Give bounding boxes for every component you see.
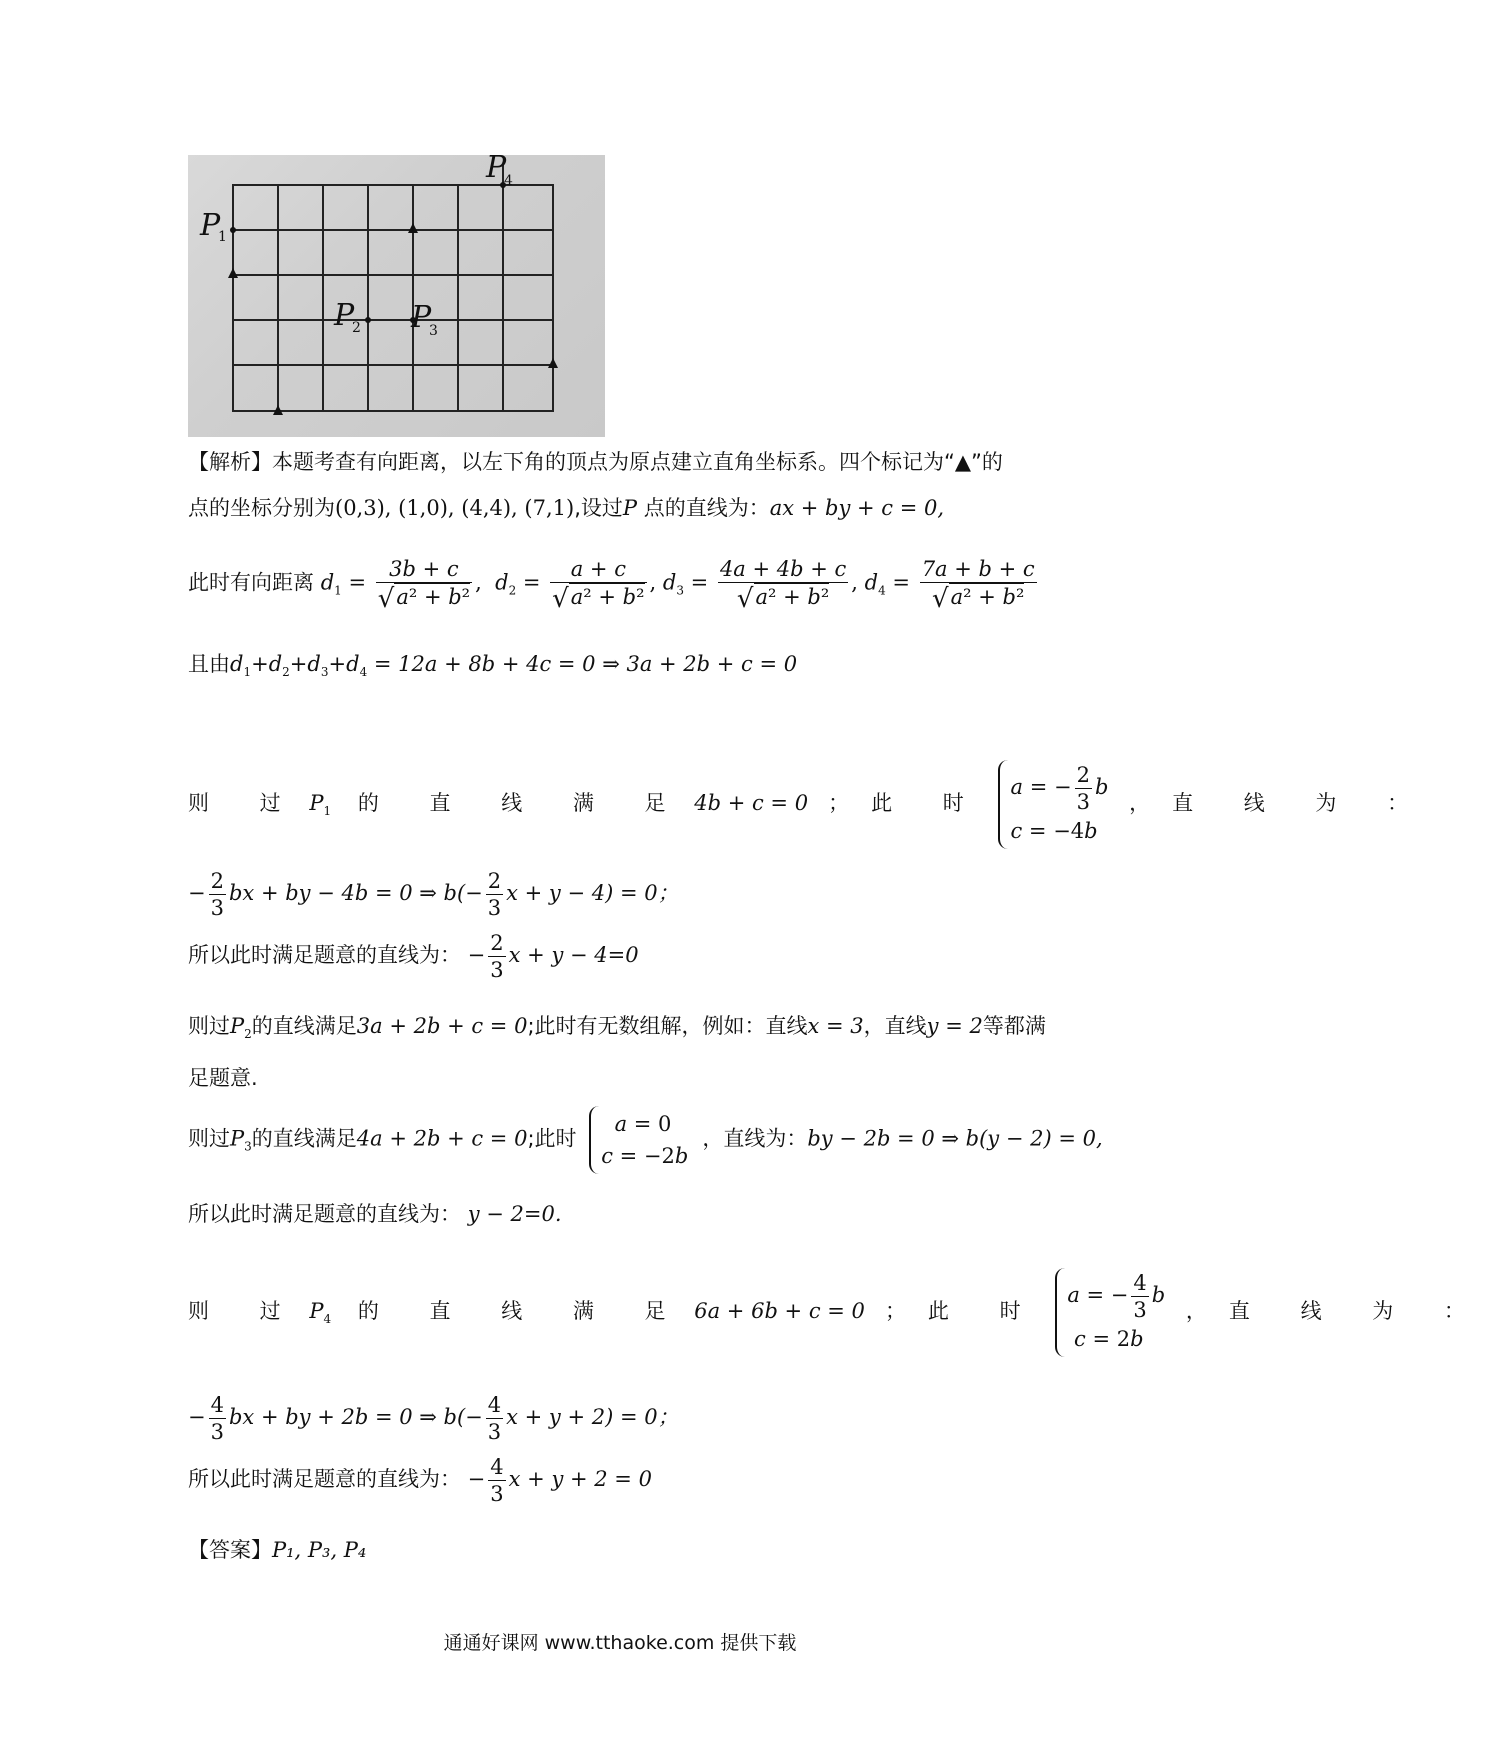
p1-result: 所以此时满足题意的直线为： − $\frac{2}{3}$ x + y − 4=0 <box>188 931 639 982</box>
label-p2: P <box>334 298 355 333</box>
fraction-d1: $\frac{3b + c}{\text{√a² + b²}}$ <box>377 557 471 614</box>
footer-credit: 通通好课网 www.tthaoke.com 提供下载 <box>443 1632 797 1654</box>
fraction-d2: $\frac{a + c}{\text{√a² + b²}}$ <box>552 557 645 614</box>
p1-line-equation: − $\frac{2}{3}$ bx + by − 4b = 0 ⇒ b(− $\frac{2}{3}$ x + y − 4) = 0； <box>188 869 679 920</box>
p1-condition: 则 过 $P_1$ 的 直 线 满 足 4b + c = 0 ；此 时 a = − $\frac{2}{3}$ b c = −4b ，直 线 为 ： <box>188 760 1430 849</box>
svg-text:3: 3 <box>429 323 438 339</box>
label-p1: P <box>200 208 221 243</box>
p3-condition: 则过$P_3$的直线满足4a + 2b + c = 0;此时 a = 0 c = −2b ，直线为：by − 2b = 0 ⇒ b(y − 2) = 0, <box>188 1106 1103 1174</box>
label-p4: P <box>486 150 507 185</box>
grid-figure <box>188 150 605 437</box>
sum-line: 且由$d_1+d_2+d_3+d_4 = 12a + 8b + 4c = 0$ ⇒ 3a + 2b + c = 0 <box>188 652 798 679</box>
label-p3: P <box>411 300 432 335</box>
grid-figure-photo <box>188 150 605 437</box>
p3-system: a = 0 c = −2b <box>589 1106 696 1174</box>
p1-system: a = − $\frac{2}{3}$ b c = −4b <box>998 760 1116 849</box>
svg-text:1: 1 <box>218 229 227 245</box>
answer-tag: 【答案】 <box>188 1538 272 1562</box>
svg-text:4: 4 <box>504 173 513 189</box>
p2-condition: 则过$P_2$的直线满足3a + 2b + c = 0;此时有无数组解，例如：直线x = 3，直线y = 2等都满 <box>188 1014 1046 1041</box>
point-p1 <box>230 227 236 233</box>
triangle-marker-0-3 <box>228 268 238 278</box>
triangle-marker-4-4 <box>408 223 418 233</box>
p2-line-2: 足题意. <box>188 1066 258 1090</box>
svg-text:2: 2 <box>352 320 361 336</box>
analysis-line-2: 点的坐标分别为(0,3), (1,0), (4,4), (7,1),设过P 点的直线为：ax + by + c = 0, <box>188 496 945 520</box>
p4-system: a = − $\frac{4}{3}$ b c = 2b <box>1055 1268 1173 1357</box>
p4-result: 所以此时满足题意的直线为： − $\frac{4}{3}$ x + y + 2 = 0 <box>188 1455 652 1506</box>
analysis-tag: 【解析】 <box>188 450 272 474</box>
p3-result: 所以此时满足题意的直线为： y − 2=0. <box>188 1202 562 1226</box>
p4-condition: 则 过 $P_4$ 的 直 线 满 足 6a + 6b + c = 0 ；此 时 a = − $\frac{4}{3}$ b c = 2b ，直 线 为 ： <box>188 1268 1487 1357</box>
fraction-d3: $\frac{4a + 4b + c}{\text{√a² + b²}}$ <box>719 557 847 614</box>
analysis-line-1: 【解析】本题考查有向距离，以左下角的顶点为原点建立直角坐标系。四个标记为“▲”的 <box>188 450 1003 474</box>
p4-line-equation: − $\frac{4}{3}$ bx + by + 2b = 0 ⇒ b(− $\frac{4}{3}$ x + y + 2) = 0； <box>188 1393 679 1444</box>
triangle-marker-7-1 <box>548 358 558 368</box>
grid-lines <box>233 185 553 411</box>
point-p2 <box>365 317 371 323</box>
directed-distances: 此时有向距离 $d_1$ = $\frac{3b + c}{\text{√a² + b²}}$ , $d_2$ = $\frac{a + c}{\text{√a² + b²}}$ , $d_3$ = $\frac{4a + 4b + c}{\text{√a² + b²}}$ , $d_4$ = $\frac{7a + b + c}{\text{√a² + b²}}$ <box>188 557 1035 614</box>
answer-value: P₁, P₃, P₄ <box>272 1538 367 1562</box>
fraction-d4: $\frac{7a + b + c}{\text{√a² + b²}}$ <box>921 557 1035 614</box>
answer-line <box>188 1536 366 1564</box>
